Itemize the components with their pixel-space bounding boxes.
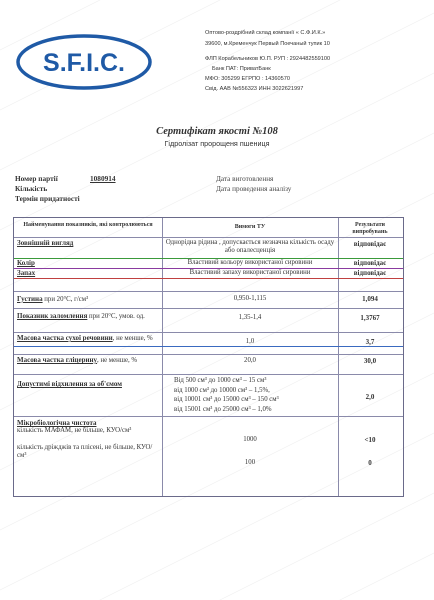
quantity-label: Кількість [15,184,48,193]
row-color-name: Колір [17,259,35,267]
row-density-cell [17,295,160,304]
row-density-requirement: 0,950-1,115 [233,295,267,302]
svg-text:S.F.I.C.: S.F.I.C. [43,49,125,77]
company-address-line: 39600, м.Кременчук Первый Поечаный тупик 10 [205,41,330,47]
row-dry-matter-requirement: 1,0 [245,338,255,345]
batch-value: 1080914 [90,174,116,183]
document-subtitle: Гідролізат пророщеня пшениця [164,139,270,148]
company-owner-line: ФЛП Корабельников Ю.П. РУП : 2924482559100 [205,56,331,62]
row-appearance-result: відповідає [353,240,387,248]
row-volume-deviation-result: 2,0 [365,393,375,401]
row-microbiology-name: Мікробіологічна чистота [17,419,97,427]
row-color-result: відповідає [353,259,387,267]
row-odor-result: відповідає [353,269,387,277]
row-dry-matter-result: 3,7 [365,338,375,346]
row-glycerin-result: 30,0 [363,357,377,365]
analysis-date-label: Дата проведення аналізу [216,185,292,193]
row-density-result: 1,094 [362,295,378,303]
header-results: Результати випробувань [352,222,388,235]
batch-label: Номер партії [15,174,58,183]
company-cert-line: Свід. ААВ №556323 ИНН 3022621997 [205,86,304,92]
row-glycerin-name: Масова частка гліцерину [17,356,98,364]
row-density-name: Густина [17,295,43,303]
row-volume-deviation-name: Допустимі відхилення за об'ємом [17,380,122,388]
row-refraction-unit: при 20°С, умов. од. [87,313,145,320]
volume-range-line: від 1000 см³ до 10000 см³ – 1,5%, [174,386,270,394]
row-yeast-requirement: 100 [244,459,256,466]
row-volume-deviation-requirement [174,376,336,414]
row-yeast-label: кількість дріжджів та плісені, не більше, КУО/см³ [17,444,153,460]
volume-range-line: Від 500 см³ до 1000 см³ – 15 см³ [174,377,267,384]
row-dry-matter-cell [17,334,160,343]
row-dry-matter-name: Масова частка сухої речовини [17,334,113,342]
row-refraction-name: Показник заломлення [17,312,88,320]
row-refraction-cell [17,312,160,321]
row-glycerin-requirement: 20,0 [244,357,256,364]
volume-range-line: від 15001 см³ до 25000 см³ – 1,0% [174,405,272,413]
row-glycerin-cell [17,356,160,365]
row-appearance-requirement: Однорідна рідина , допускається незначна кількість осаду або опалесценція [165,239,335,255]
quality-table [13,217,404,497]
company-logo [16,34,152,90]
row-mafam-result: <10 [364,436,376,444]
header-indicators: Найменування показників, які контролюються [23,222,153,228]
row-density-unit: при 20°С, г/см³ [42,296,89,303]
row-yeast-result: 0 [368,459,372,467]
row-glycerin-unit: , не менше, % [97,357,138,364]
row-odor-name: Запах [17,269,36,277]
company-mfo-line: МФО: 305299 ЕГРПО : 14360570 [205,76,290,82]
row-dry-matter-unit: , не менше, % [112,335,153,342]
company-name-line: Оптово-роздрібний склад компанії « С.Ф.И.К.» [205,30,326,36]
volume-range-line: від 10001 см³ до 15000 см³ – 150 см³ [174,396,279,403]
row-mafam-label: кількість МАФАМ, не більше, КУО/см³ [17,427,132,434]
company-bank-line: Банк ПАТ: ПриватБанк [212,66,271,72]
row-odor-requirement: Властивий запаху використаної сировини [189,269,311,276]
document-title: Сертифікат якості №108 [156,126,278,137]
row-refraction-result: 1,3767 [360,314,380,322]
row-appearance-name: Зовнішній вигляд [17,239,74,247]
row-color-requirement: Властивий кольору використаної сировини [187,259,313,266]
shelf-life-label: Термін придатності [15,194,80,203]
header-requirements: Вимоги ТУ [234,224,266,230]
row-mafam-requirement: 1000 [243,436,257,443]
row-refraction-requirement: 1,35-1,4 [238,314,262,321]
production-date-label: Дата виготовлення [216,175,274,183]
